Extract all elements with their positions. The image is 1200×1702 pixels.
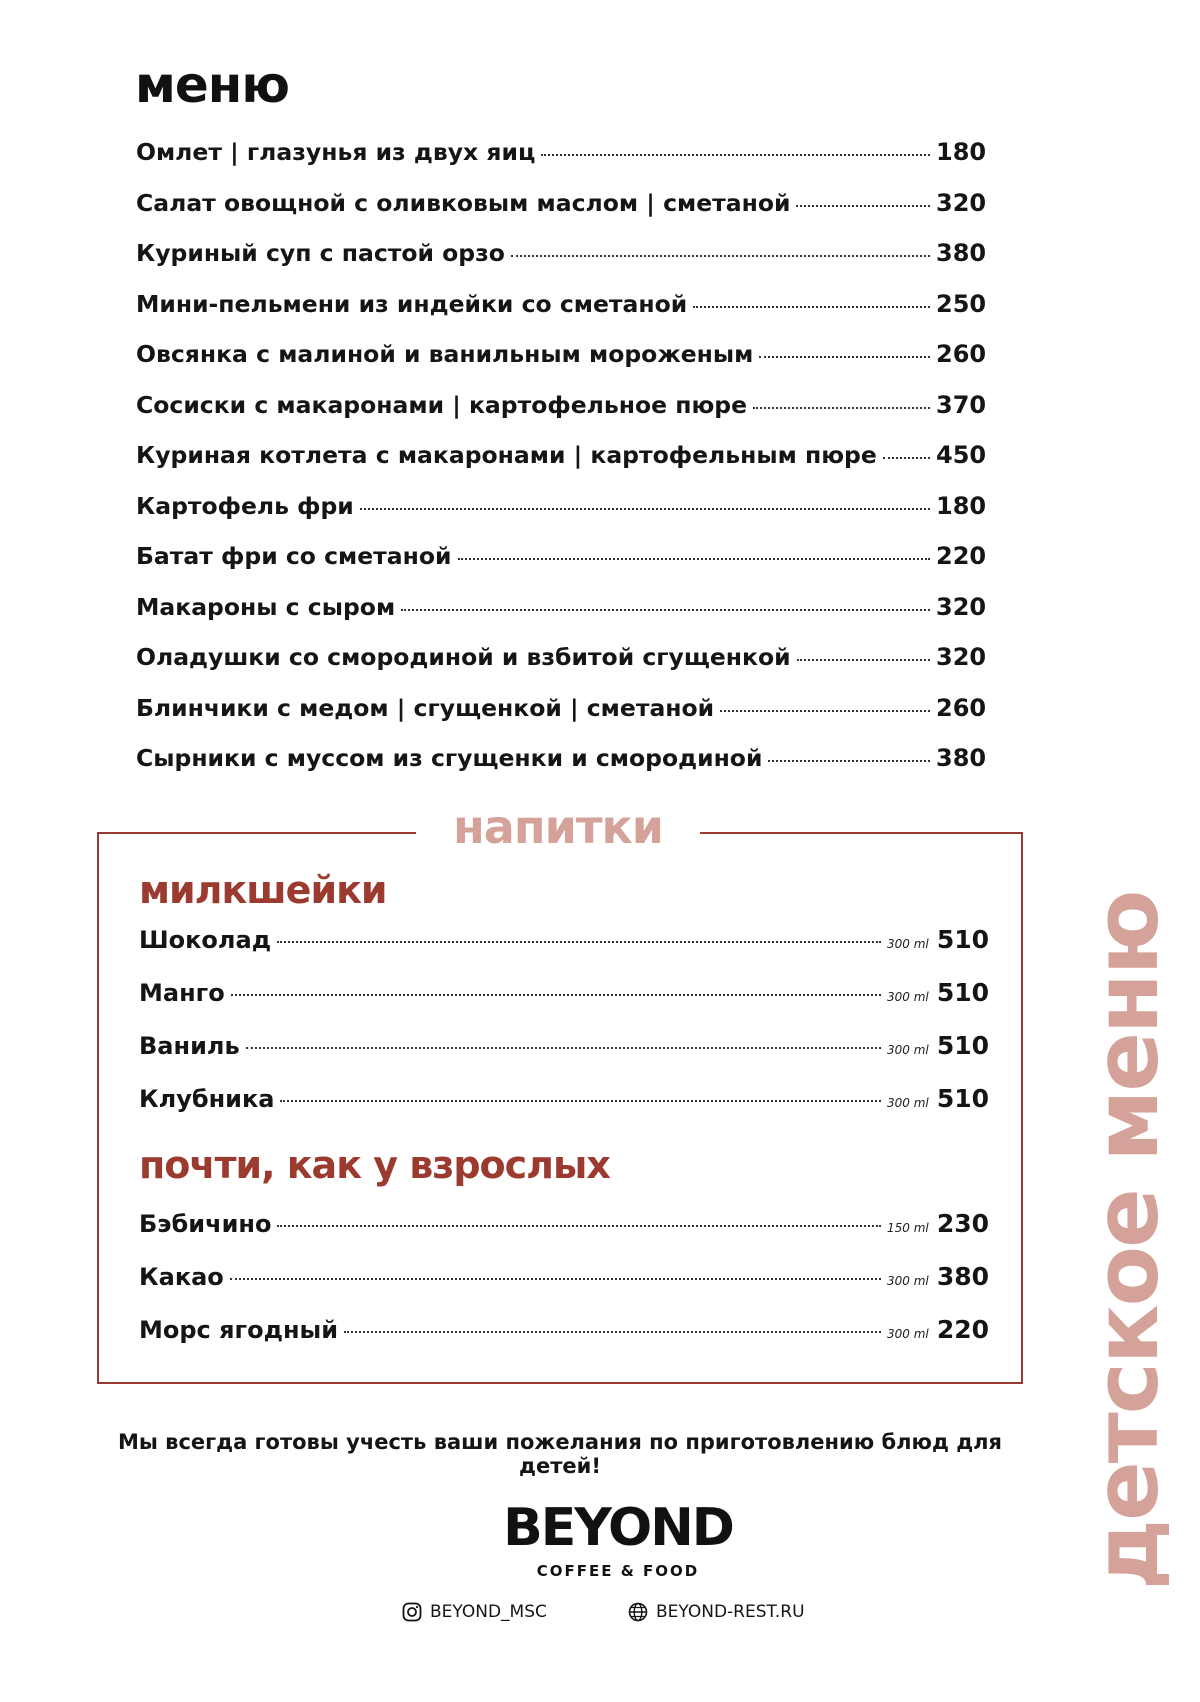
drink-item [139, 925, 989, 978]
food-item-name: Мини-пельмени из индейки со сметаной [136, 289, 688, 318]
drink-item-price: 380 [936, 1262, 989, 1291]
drink-item-name: Шоколад [139, 926, 272, 954]
dot-leader [360, 508, 930, 510]
food-item-name: Сосиски с макаронами | картофельное пюре [136, 390, 748, 419]
logo-wordmark: BEYOND [503, 1498, 733, 1558]
drink-item [139, 1084, 989, 1137]
food-item-price: 320 [936, 188, 987, 217]
dot-leader [511, 255, 930, 257]
food-list [136, 138, 987, 795]
drink-item-name: Манго [139, 979, 225, 1007]
milkshakes-heading: милкшейки [139, 868, 387, 912]
dot-leader [344, 1331, 881, 1333]
food-item-name: Салат овощной с оливковым маслом | сметаной [136, 188, 791, 217]
food-item-name: Овсянка с малиной и ванильным мороженым [136, 340, 754, 368]
dot-leader [280, 1100, 881, 1102]
dot-leader [246, 1047, 881, 1049]
drink-item-price: 510 [936, 1084, 989, 1113]
drink-item [139, 978, 989, 1031]
food-item-name: Куриный суп с пастой орзо [136, 239, 505, 267]
food-item [136, 542, 987, 593]
dot-leader [796, 205, 930, 207]
food-item-name: Картофель фри [136, 491, 354, 520]
drinks-title: напитки [416, 800, 700, 854]
food-item-price: 450 [936, 441, 987, 469]
food-item [136, 693, 987, 745]
food-item-price: 180 [936, 138, 987, 166]
food-item-price: 220 [936, 542, 987, 570]
dot-leader [753, 407, 930, 409]
dot-leader [759, 356, 930, 358]
dot-leader [401, 609, 930, 611]
grownup-drinks-list [139, 1209, 989, 1368]
dot-leader [277, 1225, 881, 1227]
drink-item-volume: 300 ml [887, 990, 929, 1004]
dot-leader [720, 710, 930, 712]
food-item-name: Блинчики с медом | сгущенкой | сметаной [136, 693, 715, 722]
website-label: BEYOND-REST.RU [656, 1602, 805, 1622]
drink-item-name: Клубника [139, 1085, 275, 1113]
food-item-price: 180 [936, 491, 987, 520]
drink-item [139, 1315, 989, 1368]
dot-leader [693, 306, 930, 308]
food-item-name: Макароны с сыром [136, 592, 396, 621]
food-item-name: Куриная котлета с макаронами | картофельным пюре [136, 441, 877, 469]
food-item [136, 340, 987, 391]
drink-item-name: Ваниль [139, 1032, 240, 1060]
food-item [136, 188, 987, 240]
drink-item-price: 230 [936, 1209, 989, 1238]
globe-icon [628, 1602, 648, 1622]
food-item [136, 592, 987, 644]
drink-item [139, 1262, 989, 1315]
food-item-name: Омлет | глазунья из двух яиц [136, 138, 536, 166]
drink-item [139, 1031, 989, 1084]
drink-item-volume: 300 ml [887, 937, 929, 951]
food-item [136, 239, 987, 290]
kids-menu-side-title: детское меню [1075, 891, 1178, 1590]
food-item-name: Сырники с муссом из сгущенки и смородиной [136, 744, 763, 772]
drink-item-name: Какао [139, 1263, 224, 1291]
drink-item-price: 510 [936, 978, 989, 1007]
food-item [136, 138, 987, 189]
drink-item [139, 1209, 989, 1262]
food-item-price: 260 [936, 693, 987, 722]
food-item [136, 643, 987, 694]
food-item-price: 380 [936, 239, 987, 267]
dot-leader [768, 760, 930, 762]
drink-item-name: Морс ягодный [139, 1316, 339, 1344]
food-item-price: 250 [936, 289, 987, 318]
dot-leader [883, 457, 930, 459]
drink-item-volume: 300 ml [887, 1327, 929, 1341]
drink-item-volume: 150 ml [887, 1221, 929, 1235]
dot-leader [797, 659, 930, 661]
instagram-handle[interactable] [402, 1602, 547, 1622]
food-item-price: 320 [936, 592, 987, 621]
logo-subtitle: COFFEE & FOOD [536, 1562, 700, 1580]
grownup-drinks-heading: почти, как у взрослых [139, 1143, 610, 1187]
food-item-price: 370 [936, 390, 987, 419]
drink-item-volume: 300 ml [887, 1043, 929, 1057]
food-item-name: Батат фри со сметаной [136, 542, 452, 570]
beyond-logo [500, 1498, 736, 1580]
instagram-icon [402, 1602, 422, 1622]
drink-item-volume: 300 ml [887, 1096, 929, 1110]
contacts [0, 1602, 1200, 1630]
dot-leader [231, 994, 881, 996]
drink-item-price: 510 [936, 1031, 989, 1060]
dot-leader [458, 558, 931, 560]
food-item [136, 744, 987, 795]
drink-item-price: 510 [936, 925, 989, 954]
dot-leader [541, 154, 930, 156]
food-item [136, 289, 987, 341]
page-title: меню [135, 56, 289, 114]
website-link[interactable] [628, 1602, 805, 1622]
drink-item-volume: 300 ml [887, 1274, 929, 1288]
drink-item-name: Бэбичино [139, 1210, 272, 1238]
food-item-price: 260 [936, 340, 987, 368]
instagram-handle-label: BEYOND_MSC [430, 1602, 547, 1622]
footer-note: Мы всегда готовы учесть ваши пожелания по приготовлению блюд для детей! [117, 1430, 1003, 1478]
drink-item-price: 220 [936, 1315, 989, 1344]
food-item-name: Оладушки со смородиной и взбитой сгущенкой [136, 643, 791, 671]
food-item-price: 320 [936, 643, 987, 671]
food-item [136, 491, 987, 543]
milkshakes-list [139, 925, 989, 1137]
food-item [136, 390, 987, 442]
dot-leader [277, 941, 881, 943]
dot-leader [230, 1278, 881, 1280]
food-item [136, 441, 987, 492]
food-item-price: 380 [936, 744, 987, 772]
